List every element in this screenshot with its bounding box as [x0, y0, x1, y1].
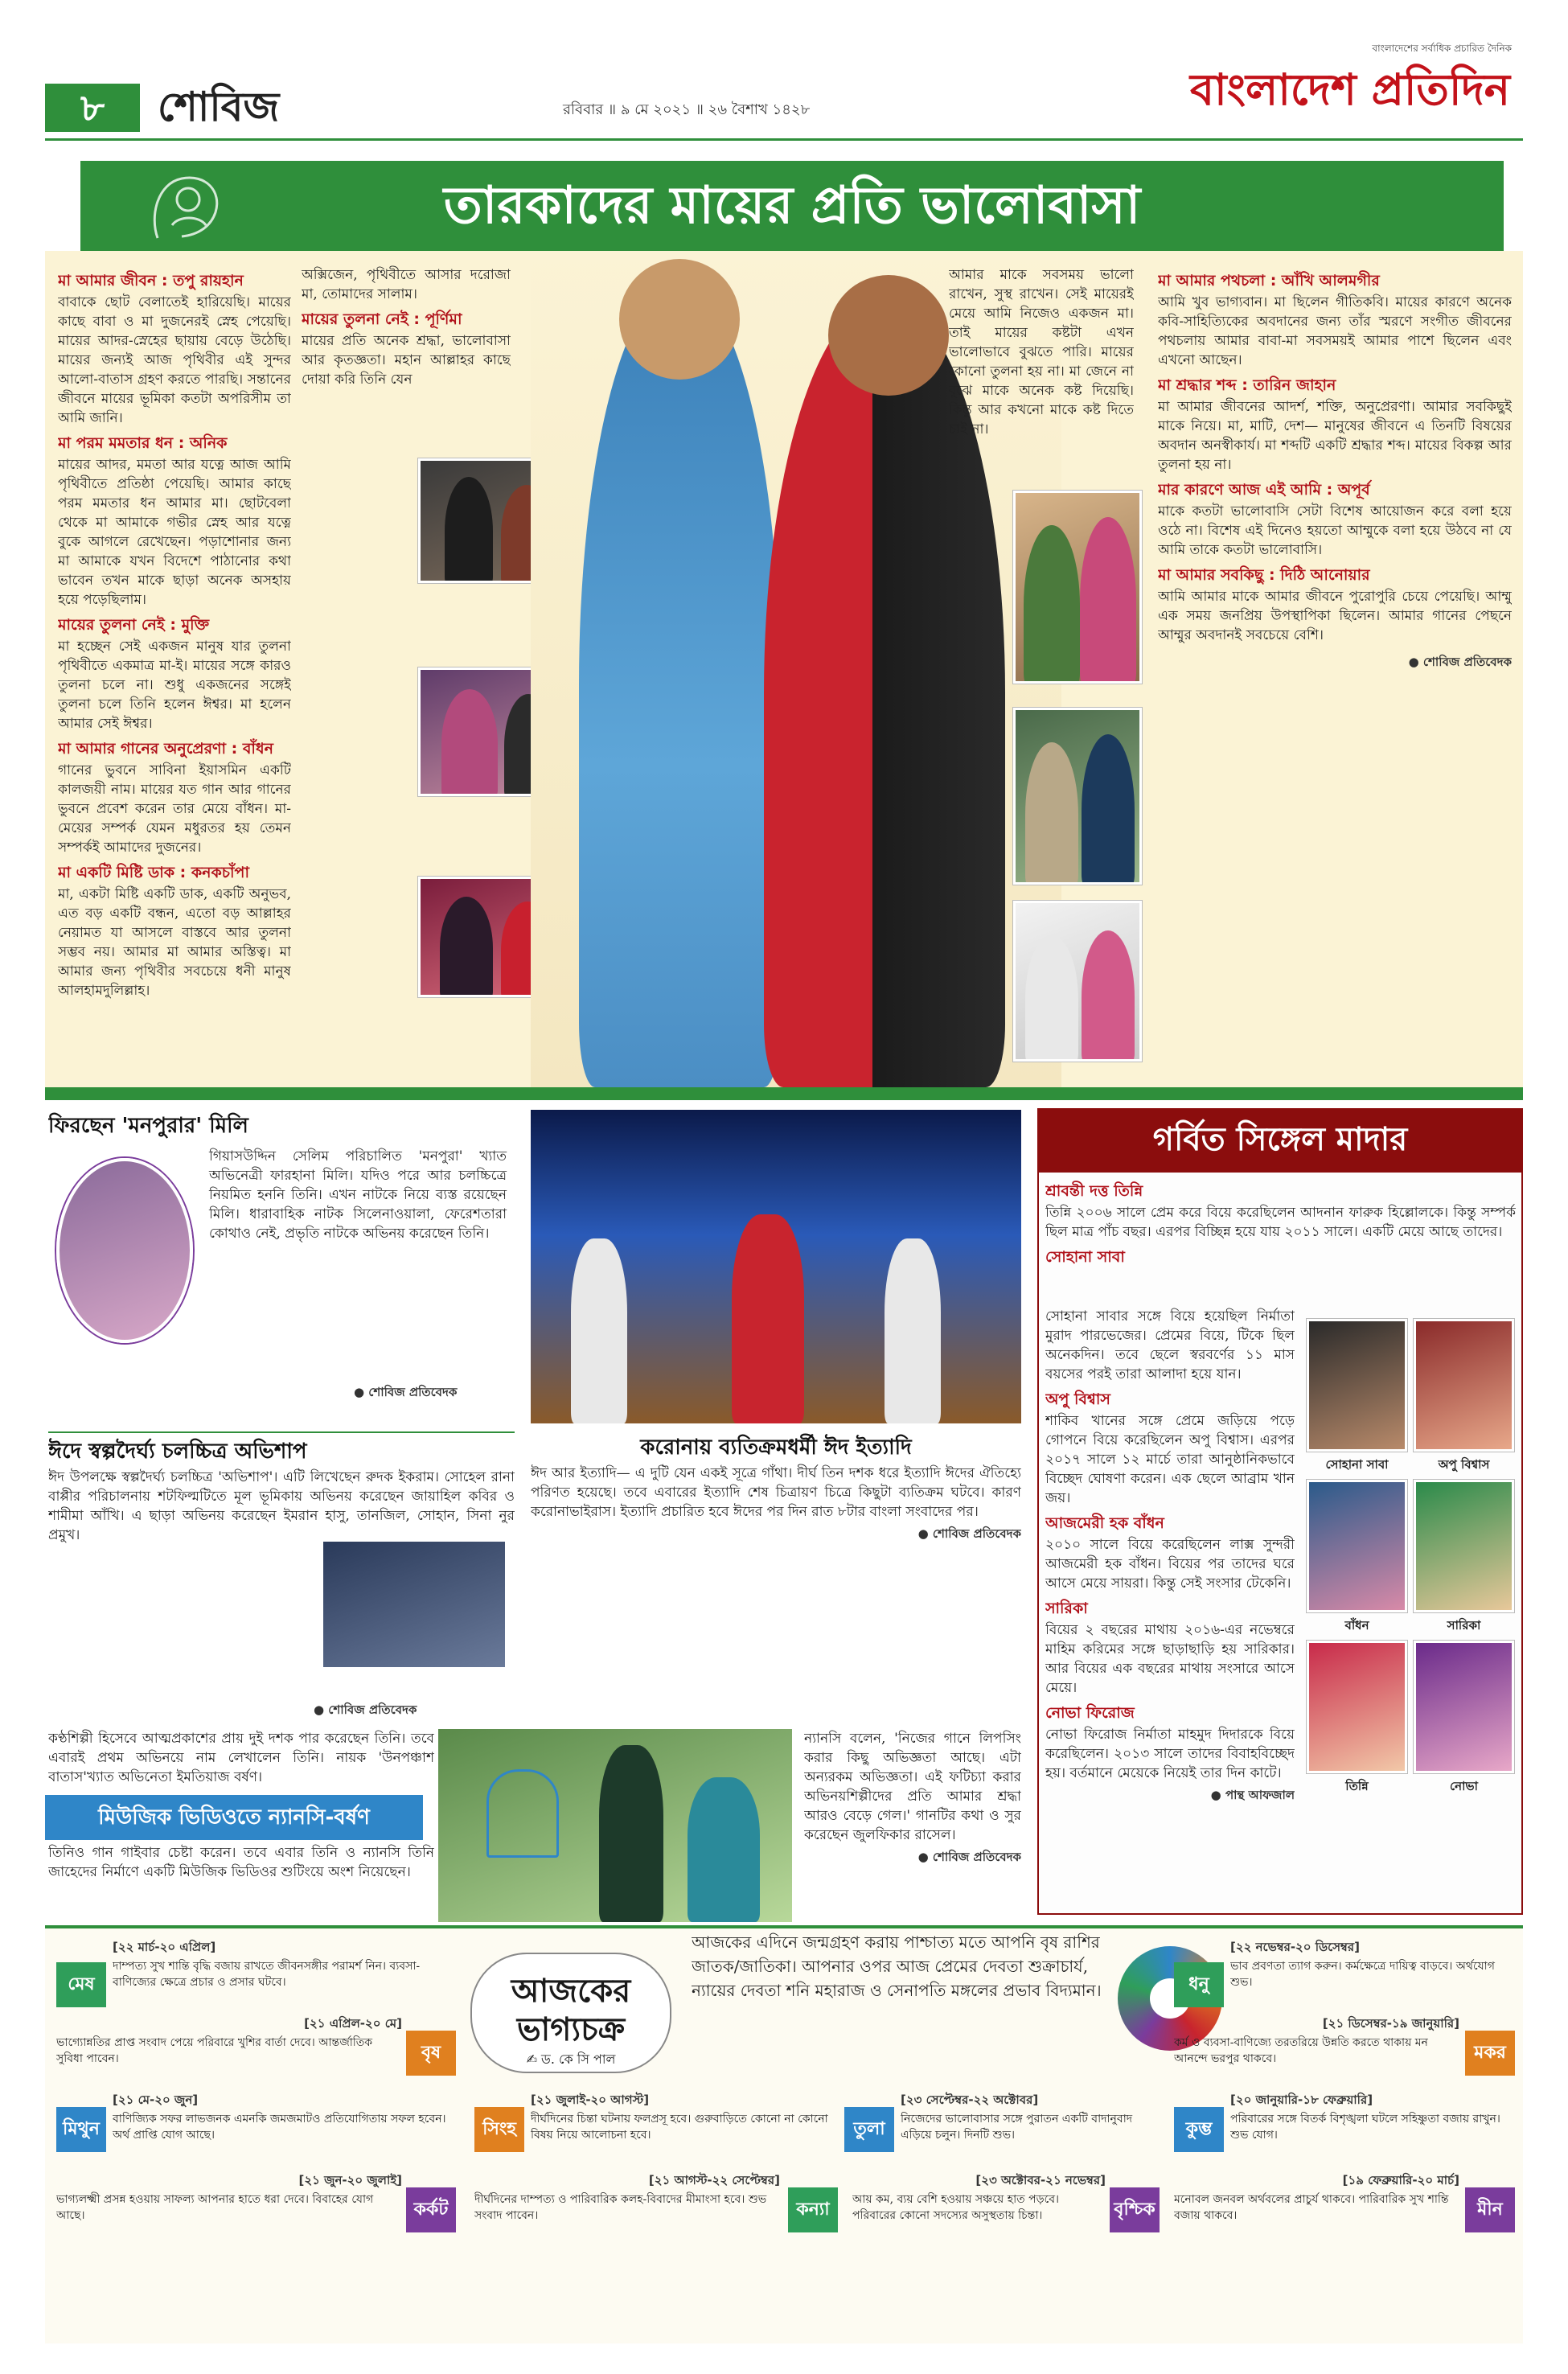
story-head: সারিকা [1045, 1600, 1088, 1617]
story-head: মায়ের তুলনা নেই : মুক্তি [58, 616, 210, 634]
feature-left-column [58, 265, 291, 1082]
sign-date: [১৯ ফেব্রুয়ারি-২০ মার্চ] [1342, 2173, 1459, 2187]
single-mothers-byline: ● পান্থ আফজাল [1210, 1788, 1295, 1802]
story-head: মা আমার পথচলা : আঁখি আলমগীর [1158, 272, 1380, 290]
sign-text: পরিবারের সঙ্গে বিতর্ক বিশৃঙ্খলা ঘটলে সহিষ্ণুতা বজায় রাখুন। শুভ যোগ। [1230, 2113, 1500, 2142]
music-video-body-bottom: তিনিও গান গাইবার চেষ্টা করেন। তবে এবার তিনি ও ন্যানসি তিনি জাহেদের নির্মাণে একটি মিউজিক ভিডিওর শুটিংয়ে অংশ নিয়েছেন। [48, 1845, 434, 1880]
music-video-title: মিউজিক ভিডিওতে ন্যানসি-বর্ষণ [45, 1795, 423, 1840]
story-head: মা একটি মিষ্টি ডাক : কনকচাঁপা [58, 864, 249, 881]
single-mothers-header [1037, 1108, 1523, 1171]
horoscope-mesh [113, 1938, 458, 2011]
story-body: মা আমার জীবনের আদর্শ, শক্তি, অনুপ্রেরণা। আমার সবকিছুই মাকে নিয়ে। মা, মাটি, দেশ— মানুষের জীবনে এ তিনটি বিষয়ের অবদান অনস্বীকার্য। মা শব্দটি একটি শ্রদ্ধার শব্দ। মায়ের বিকল্প আর তুলনা হয় না। [1158, 399, 1512, 473]
story-head: মায়ের তুলনা নেই : পূর্ণিমা [302, 310, 462, 328]
horoscope-title-1: আজকের [511, 1973, 631, 2010]
horoscope-singha [531, 2091, 836, 2171]
story-head: মা পরম মমতার ধন : অনিক [58, 434, 228, 452]
story-body: শাকিব খানের সঙ্গে প্রেমে জড়িয়ে পড়ে গোপনে বিয়ে করেছিলেন অপু বিশ্বাস। এরপর ২০১৭ সালে ১২ মার্চে তারা আনুষ্ঠানিকভাবে বিচ্ছেদ ঘোষণা করেন। এক ছেলে আব্রাম খান জয়। [1045, 1413, 1295, 1506]
mili-body: গিয়াসউদ্দিন সেলিম পরিচালিত 'মনপুরা' খ্যাত অভিনেত্রী ফারহানা মিলি। যদিও পরে আর চলচ্চিত্রে নিয়মিত হননি তিনি। এখন নাটকে নিয়ে ব্যস্ত রয়েছেন মিলি। ধারাবাহিক নাটক সিলেনাওয়ালা, ফেরেশতারা কোথাও নেই, প্রভৃতি নাটকে অভিনয় করেছেন তিনি। [209, 1148, 507, 1242]
sign-kumbha: কুম্ভ [1174, 2107, 1224, 2152]
story-body: গানের ভুবনে সাবিনা ইয়াসমিন একটি কালজয়ী নাম। মায়ের যত গান আর গানের ভুবনে প্রবেশ করেন তার মেয়ে বাঁধন। মা-মেয়ের সম্পর্ক যেমন মধুরতর হয় তেমন সম্পর্কই আমাদের দুজনের। [58, 762, 291, 856]
photo-mili [56, 1158, 193, 1343]
eid-body: ঈদ আর ইত্যাদি— এ দুটি যেন একই সূত্রে গাঁথা। দীর্ঘ তিন দশক ধরে ইত্যাদি ঈদের ঐতিহ্যে পরিণত হয়েছে। তবে এবারের ইত্যাদি শেষ চিত্রায়ণ চিত্রে কিছুটা ব্যতিক্রম ঘটবে। কারণ করোনাভাইরাস। ইত্যাদি প্রচারিত হবে ঈদের পর দিন রাত ৮টার বাংলা সংবাদের পর। [531, 1465, 1021, 1520]
photo-dithi [1013, 901, 1142, 1062]
story-body: আমি খুব ভাগ্যবান। মা ছিলেন গীতিকবি। মায়ের কারণে অনেক কবি-সাহিত্যিকের অবদানের জন্য তাঁর স্মরণে সংগীত জীবনের পথচলায় আমার বাবা-মা সবসময়ই আমার পাশে ছিলেন এবং এখনো আছেন। [1158, 294, 1512, 368]
photo-tinni [1307, 1641, 1407, 1773]
story-head: মা শ্রদ্ধার শব্দ : তারিন জাহান [1158, 376, 1336, 394]
photo-ittadi [531, 1110, 1021, 1423]
horoscope-title-badge [470, 1953, 671, 2073]
sign-text: আয় কম, ব্যয় বেশি হওয়ায় সঞ্চয়ে হাত পড়বে। পরিবারের কোনো সদস্যের অসুস্থতায় চিন্তা। [852, 2193, 1060, 2222]
eid-title: করোনায় ব্যতিক্রমধর্মী ঈদ ইত্যাদি [640, 1435, 912, 1460]
mili-byline: ● শোবিজ প্রতিবেদক [354, 1385, 458, 1399]
horoscope-mithun [113, 2091, 458, 2163]
horoscope-intro [692, 1930, 1110, 2075]
story-body: বাবাকে ছোট বেলাতেই হারিয়েছি। মায়ের কাছে বাবা ও মা দুজনেরই স্নেহ পেয়েছি। মায়ের আদর-স্নেহের ছায়ায় বেড়ে উঠেছি। মায়ের জন্যই আজ পৃথিবীর এই সুন্দর আলো-বাতাস গ্রহণ করতে পারছি। সন্তানের জীবনে মায়ের ভূমিকা কতটা অপরিসীম তা আমি জানি। [58, 294, 291, 426]
sign-date: [২০ জানুয়ারি-১৮ ফেব্রুয়ারি] [1230, 2093, 1373, 2107]
story-head: মা আমার জীবন : তপু রায়হান [58, 272, 244, 290]
sign-date: [২৩ সেপ্টেম্বর-২২ অক্টোবর] [901, 2093, 1039, 2107]
caption: বাঁধন [1344, 1618, 1369, 1633]
eid-story [531, 1431, 1021, 1729]
caption: নোভা [1450, 1779, 1478, 1793]
sign-date: [২২ নভেম্বর-২০ ডিসেম্বর] [1230, 1940, 1360, 1954]
photo-badhan-portrait [1307, 1480, 1407, 1612]
caption: তিন্নি [1345, 1779, 1369, 1793]
story-body: মা, একটা মিষ্টি একটি ডাক, একটি অনুভব, এত বড় একটি বন্ধন, এতো বড় আল্লাহর নেয়ামত যা আসলে বাস্তবে আর তুলনা সম্ভব নয়। আমার মা আমার অস্তিত্ব। মা আমার জন্য পৃথিবীর সবচেয়ে ধনী মানুষ আলহামদুলিল্লাহ। [58, 886, 291, 999]
sign-tula: তুলা [844, 2107, 894, 2152]
story-head: অপু বিশ্বাস [1045, 1390, 1110, 1408]
horoscope-dhanu [1230, 1938, 1516, 2011]
story-body: আমার মাকে সবসময় ভালো রাখেন, সুস্থ রাখেন। সেই মায়েরই মেয়ে আমি নিজেও একজন মা। তাই মায়ের কষ্টটা এখন ভালোভাবে বুঝতে পারি। মায়ের কোনো তুলনা হয় না। মা জেনে না বুঝে মাকে অনেক কষ্ট দিয়েছি। কিন্তু আর কখনো মাকে কষ্ট দিতে চাই না। [949, 267, 1134, 437]
photo-nova [1414, 1641, 1514, 1773]
story-head: সোহানা সাবা [1045, 1248, 1125, 1266]
sign-meen: মীন [1465, 2187, 1515, 2232]
horoscope-brishchik [852, 2171, 1106, 2252]
sign-singha: সিংহ [474, 2107, 524, 2152]
photo-apurba [1013, 708, 1142, 885]
dateline: রবিবার ॥ ৯ মে ২০২১ ॥ ২৬ বৈশাখ ১৪২৮ [563, 101, 811, 118]
sign-brishchik: বৃশ্চিক [1110, 2187, 1160, 2232]
single-mothers-text [1045, 1307, 1295, 1906]
sign-text: নিজেদের ভালোবাসার সঙ্গে পুরাতন একটি বাদানুবাদ এড়িয়ে চলুন। দিনটি শুভ। [901, 2113, 1133, 2142]
story-body: সোহানা সাবার সঙ্গে বিয়ে হয়েছিল নির্মাতা মুরাদ পারভেজের। প্রেমের বিয়ে, টিকে ছিল অনেকদিন। তবে ছেলে স্বরবর্ণের ১১ মাস বয়সের পরই তারা আলাদা হয়ে যান। [1045, 1308, 1295, 1382]
photo-short-film [322, 1540, 507, 1669]
divider [48, 1431, 515, 1433]
single-mothers-top [1045, 1176, 1516, 1304]
story-body: অক্সিজেন, পৃথিবীতে আসার দরোজা মা, তোমাদের সালাম। [302, 267, 511, 302]
sign-date: [২১ জুলাই-২০ আগস্ট] [531, 2093, 650, 2107]
sign-text: কর্ম ও ব্যবসা-বাণিজ্যে তরতরিয়ে উন্নতি করতে থাকায় মন আনন্দে ভরপুর থাকবে। [1174, 2036, 1428, 2065]
masthead-rule [45, 138, 1523, 141]
caption: সোহানা সাবা [1325, 1457, 1389, 1472]
sign-text: বাণিজ্যিক সফর লাভজনক এমনকি জমজমাটও প্রতিযোগিতায় সফল হবেন। অর্থ প্রাপ্তি যোগ আছে। [113, 2113, 446, 2142]
sign-text: দীর্ঘদিনের চিন্তা ঘটনায় ফলপ্রসূ হবে। গুরুবাড়িতে কোনো না কোনো বিষয় নিয়ে আলোচনা হবে। [531, 2113, 828, 2142]
story-body: তিন্নি ২০০৬ সালে প্রেম করে বিয়ে করেছিলেন আদনান ফারুক হিল্লোলকে। কিন্তু সম্পর্ক ছিল মাত্র পাঁচ বছর। এরপর বিচ্ছিন্ন হয়ে যায় ২০১১ সালে। একটি মেয়ে আছে তাদের। [1045, 1205, 1516, 1240]
horoscope-kumbha [1230, 2091, 1516, 2171]
story-body: বিয়ের ২ বছরের মাথায় ২০১৬-এর নভেম্বরে মাহিম করিমের সঙ্গে ছাড়াছাড়ি হয় সারিকার। আর বিয়ের এক বছরের মাথায় সংসারে আসে মেয়ে। [1045, 1622, 1295, 1696]
music-video-top [48, 1729, 434, 1793]
sign-makar: মকর [1465, 2031, 1515, 2076]
sign-kanya: কন্যা [788, 2187, 838, 2232]
sign-date: [২৩ অক্টোবর-২১ নভেম্বর] [975, 2173, 1106, 2187]
single-mothers-title: গর্বিত সিঙ্গেল মাদার [1152, 1121, 1408, 1158]
sign-dhanu: ধনু [1174, 1962, 1224, 2007]
photo-sarika [1414, 1480, 1514, 1612]
caption: সারিকা [1447, 1618, 1481, 1633]
short-film-body: ঈদ উপলক্ষে স্বল্পদৈর্ঘ্য চলচ্চিত্র 'অভিশাপ'। এটি লিখেছেন রুদক ইকরাম। সোহেল রানা বাপ্পীর পরিচালনায় শটফিল্মটিতে মূল ভূমিকায় অভিনয় করেছেন জায়াহিল কবির ও শামীমা আঁখি। এ ছাড়া অভিনয় করেছেন ইমরান হাসু, তানজিল, সোহান, সিনা নুর প্রমুখ। [48, 1469, 515, 1543]
music-video-body-top: কণ্ঠশিল্পী হিসেবে আত্মপ্রকাশের প্রায় দুই দশক পার করেছেন তিনি। তবে এবারই প্রথম অভিনয়ে নাম লেখালেন তিনি। নায়ক 'উনপঞ্চাশ বাতাস'খ্যাত অভিনেতা ইমতিয়াজ বর্ষণ। [48, 1731, 434, 1785]
story-head: শ্রাবন্তী দত্ত তিন্নি [1045, 1182, 1143, 1200]
photo-tarin [1013, 491, 1142, 684]
music-video-right [804, 1729, 1021, 1922]
story-head: মা আমার গানের অনুপ্রেরণা : বাঁধন [58, 740, 273, 758]
horoscope-tula [901, 2091, 1158, 2171]
section-name: শোবিজ [158, 84, 280, 130]
horoscope-author: ✍ ড. কে সি পাল [526, 2052, 616, 2067]
feature-mid-column [302, 265, 511, 426]
horoscope-brish [56, 2015, 402, 2087]
feature-bottom-bar [45, 1087, 1523, 1100]
horoscope-kanya [474, 2171, 780, 2252]
sign-mesh: মেষ [56, 1962, 106, 2007]
story-head: আজমেরী হক বাঁধন [1045, 1514, 1164, 1532]
story-body: মায়ের আদর, মমতা আর যত্নে আজ আমি পৃথিবীতে প্রতিষ্ঠা পেয়েছি। আমার কাছে পরম মমতার ধন আমার মা। ছোটবেলা থেকে মা আমাকে গভীর স্নেহ আর যত্নে বুকে আগলে রেখেছেন। পড়াশোনার জন্য মা আমাকে যখন বিদেশে পাঠানোর কথা ভাবেন তখন মাকে ছাড়া অনেক অসহায় হয়ে পড়েছিলাম। [58, 457, 291, 608]
page-number: ৮ [45, 84, 140, 132]
sign-text: ভাগ্যলক্ষ্মী প্রসন্ন হওয়ায় সাফল্য আপনার হাতে ধরা দেবে। বিবাহের যোগ আছে। [56, 2193, 374, 2222]
story-head: নোভা ফিরোজ [1045, 1704, 1135, 1722]
horoscope-makar [1174, 2015, 1459, 2087]
story-body: মা হচ্ছেন সেই একজন মানুষ যার তুলনা পৃথিবীতে একমাত্র মা-ই। মায়ের সঙ্গে কারও তুলনা চলে না। শুধু একজনের সঙ্গেই তুলনা চলে তিনি হলেন ঈশ্বর। মা হলেন আমার সেই ঈশ্বর। [58, 639, 291, 732]
brand-logo[interactable]: বাংলাদেশ প্রতিদিন [1190, 64, 1510, 115]
photo-sohana-saba [1307, 1319, 1407, 1452]
horoscope-meen [1174, 2171, 1459, 2252]
story-body: আমি আমার মাকে আমার জীবনে পুরোপুরি চেয়ে পেয়েছি। আম্মু এক সময় জনপ্রিয় উপস্থাপিকা ছিলেন। আমার গানের পেছনে আম্মুর অবদানই সবচেয়ে বেশি। [1158, 589, 1512, 643]
sign-karkat: কর্কট [406, 2187, 456, 2232]
story-body: ২০১০ সালে বিয়ে করেছিলেন লাক্স সুন্দরী আজমেরী হক বাঁধন। বিয়ের পর তাদের ঘরে আসে মেয়ে সায়রা। কিন্তু সেই সংসার টেকেনি। [1045, 1537, 1295, 1592]
story-head: মার কারণে আজ এই আমি : অপূর্ব [1158, 481, 1370, 499]
eid-byline: ● শোবিজ প্রতিবেদক [917, 1526, 1021, 1541]
sign-mithun: মিথুন [56, 2107, 106, 2152]
feature-banner [80, 161, 1504, 251]
story-body: নোভা ফিরোজ নির্মাতা মাহমুদ দিদারকে বিয়ে করেছিলেন। ২০১৩ সালে তাদের বিবাহবিচ্ছেদ হয়। বর্তমানে মেয়েকে নিয়েই তার দিন কাটে। [1045, 1727, 1295, 1781]
story-body: মাকে কতটা ভালোবাসি সেটা বিশেষ আয়োজন করে বলা হয়ে ওঠে না। বিশেষ এই দিনেও হয়তো আম্মুকে বলা হয়ে উঠবে না যে আমি তাকে কতটা ভালোবাসি। [1158, 503, 1512, 558]
music-video-body-right: ন্যানসি বলেন, 'নিজের গানে লিপসিং করার কিছু অভিজ্ঞতা আছে। এটা অন্যরকম অভিজ্ঞতা। এই ফটিচ্যা করার অভিনয়শিল্পীদের প্রতি আমার শ্রদ্ধা আরও বেড়ে গেল।' গানটির কথা ও সুর করেছেন জুলফিকার রাসেল। [804, 1731, 1021, 1843]
sign-date: [২১ মে-২০ জুন] [113, 2093, 199, 2107]
horoscope-karkat [56, 2171, 402, 2244]
short-film-story [48, 1435, 515, 1725]
short-film-byline: ● শোবিজ প্রতিবেদক [314, 1702, 417, 1717]
story-head: মা আমার সবকিছু : দিঠি আনোয়ার [1158, 566, 1370, 584]
feature-right-column [1158, 265, 1512, 1082]
story-body: মায়ের প্রতি অনেক শ্রদ্ধা, ভালোবাসা আর কৃতজ্ঞতা। মহান আল্লাহর কাছে দোয়া করি তিনি যেন [302, 333, 511, 388]
sign-date: [২২ মার্চ-২০ এপ্রিল] [113, 1940, 216, 1954]
caption: অপু বিশ্বাস [1438, 1457, 1490, 1472]
horoscope-title-2: ভাগ্যচক্র [516, 2011, 626, 2048]
sign-text: মনোবল জনবল অর্থবলের প্রাচুর্য থাকবে। পারিবারিক সুখ শান্তি বজায় থাকবে। [1174, 2193, 1449, 2222]
feature-title: তারকাদের মায়ের প্রতি ভালোবাসা [443, 176, 1141, 236]
short-film-title: ঈদে স্বল্পদৈর্ঘ্য চলচ্চিত্র অভিশাপ [48, 1440, 307, 1464]
mili-title: ফিরছেন 'মনপুরার' মিলি [48, 1114, 248, 1138]
brand-tagline: বাংলাদেশের সর্বাধিক প্রচারিত দৈনিক [1372, 43, 1512, 54]
feature-center-column [949, 265, 1134, 491]
sign-text: দীর্ঘদিনের দাম্পত্য ও পারিবারিক কলহ-বিবাদের মীমাংসা হবে। শুভ সংবাদ পাবেন। [474, 2193, 767, 2222]
sign-date: [২১ আগস্ট-২২ সেপ্টেম্বর] [648, 2173, 780, 2187]
photo-music-video [438, 1729, 792, 1922]
feature-byline: ● শোবিজ প্রতিবেদক [1408, 655, 1512, 669]
music-video-byline: ● শোবিজ প্রতিবেদক [917, 1850, 1021, 1864]
sign-date: [২১ ডিসেম্বর-১৯ জানুয়ারি] [1322, 2016, 1459, 2031]
horoscope-intro-text: আজকের এদিনে জন্মগ্রহণ করায় পাশ্চাত্য মতে আপনি বৃষ রাশির জাতক/জাতিকা। আপনার ওপর আজ প্রেমের দেবতা শুক্রাচার্য, ন্যায়ের দেবতা শনি মহারাজ ও সেনাপতি মঙ্গলের প্রভাব বিদ্যমান। [692, 1932, 1102, 2000]
sign-date: [২১ জুন-২০ জুলাই] [298, 2173, 402, 2187]
sign-brish: বৃষ [406, 2031, 456, 2076]
sign-date: [২১ এপ্রিল-২০ মে] [304, 2016, 402, 2031]
music-video-bottom [48, 1843, 434, 1924]
sign-text: ভাগ্যোন্নতির প্রাপ্ত সংবাদ পেয়ে পরিবারে খুশির বার্তা দেবে। আন্তর্জাতিক সুবিধা পাবেন। [56, 2036, 373, 2065]
masthead [0, 0, 1568, 161]
sign-text: দাম্পত্য সুখ শান্তি বৃদ্ধি বজায় রাখতে জীবনসঙ্গীর পরামর্শ নিন। ব্যবসা-বাণিজ্যের ক্ষেত্রে প্রচার ও প্রসার ঘটবে। [113, 1960, 421, 1989]
photo-apu-biswas [1414, 1319, 1514, 1452]
sign-text: ভাব প্রবণতা ত্যাগ করুন। কর্মক্ষেত্রে দায়িত্ব বাড়বে। অর্থযোগ শুভ। [1230, 1960, 1495, 1989]
mili-story [48, 1110, 515, 1415]
